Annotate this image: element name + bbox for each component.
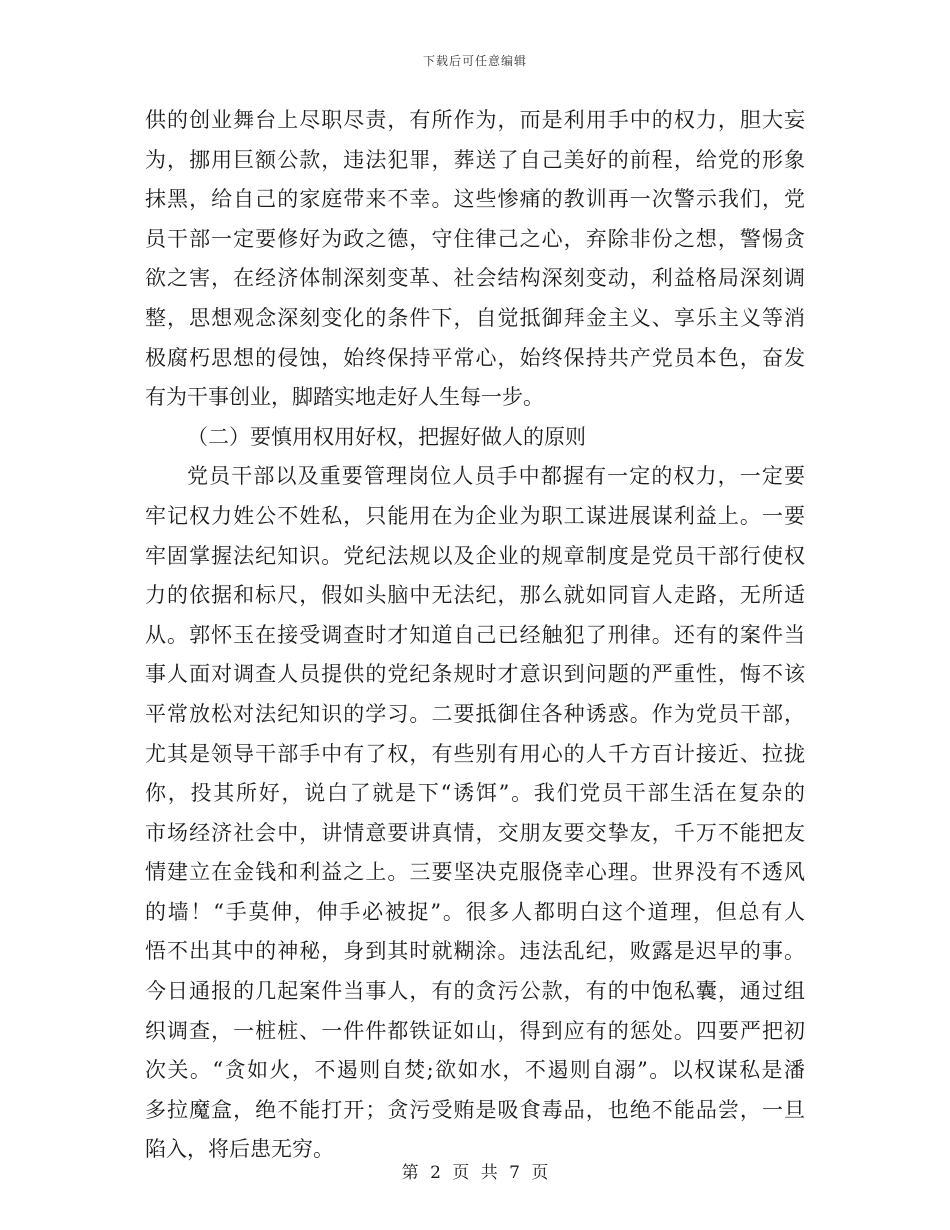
- body-line: 多拉魔盒，绝不能打开；贪污受贿是吸食毒品，也绝不能品尝，一旦: [145, 1097, 805, 1122]
- body-line: 有为干事创业，脚踏实地走好人生每一步。: [145, 385, 544, 410]
- body-line: 力的依据和标尺，假如头脑中无法纪，那么就如同盲人走路，无所适: [145, 583, 805, 608]
- body-line: 悟不出其中的神秘，身到其时就糊涂。违法乱纪，败露是迟早的事。: [145, 939, 805, 964]
- body-line: 市场经济社会中，讲情意要讲真情，交朋友要交挚友，千万不能把友: [145, 820, 805, 845]
- body-line: 平常放松对法纪知识的学习。二要抵御住各种诱惑。作为党员干部，: [145, 701, 805, 726]
- body-line: 情建立在金钱和利益之上。三要坚决克服侥幸心理。世界没有不透风: [145, 860, 805, 885]
- section-heading: （二）要慎用权用好权，把握好做人的原则: [187, 424, 586, 449]
- page-header: 下载后可任意编辑: [422, 54, 527, 68]
- body-line: 次关。“贪如火，不遏则自焚;欲如水，不遏则自溺”。以权谋私是潘: [145, 1058, 805, 1083]
- body-line: 抹黑，给自己的家庭带来不幸。这些惨痛的教训再一次警示我们，党: [145, 187, 805, 212]
- body-line: 你，投其所好，说白了就是下“诱饵”。我们党员干部生活在复杂的: [145, 781, 805, 806]
- body-line: 员干部一定要修好为政之德，守住律己之心，弃除非份之想，警惕贪: [145, 226, 805, 251]
- body-line: 事人面对调查人员提供的党纪条规时才意识到问题的严重性，悔不该: [145, 662, 805, 687]
- body-line: 尤其是领导干部手中有了权，有些别有用心的人千方百计接近、拉拢: [145, 741, 805, 766]
- body-line: 供的创业舞台上尽职尽责，有所作为，而是利用手中的权力，胆大妄: [145, 108, 805, 132]
- body-line: 整，思想观念深刻变化的条件下，自觉抵御拜金主义、享乐主义等消: [145, 305, 805, 330]
- body-line: 牢固掌握法纪知识。党纪法规以及企业的规章制度是党员干部行使权: [145, 543, 805, 568]
- body-line: 的墙！“手莫伸，伸手必被捉”。很多人都明白这个道理，但总有人: [145, 899, 805, 924]
- body-line: 从。郭怀玉在接受调查时才知道自己已经触犯了刑律。还有的案件当: [145, 622, 805, 647]
- body-line: 今日通报的几起案件当事人，有的贪污公款，有的中饱私囊，通过组: [145, 979, 805, 1004]
- body-line: 陷入，将后患无穷。: [145, 1137, 334, 1162]
- body-line: 牢记权力姓公不姓私，只能用在为企业为职工谋进展谋利益上。一要: [145, 503, 805, 528]
- body-line: 织调查，一桩桩、一件件都铁证如山，得到应有的惩处。四要严把初: [145, 1018, 805, 1043]
- document-body: [145, 101, 805, 1170]
- body-line: 极腐朽思想的侵蚀，始终保持平常心，始终保持共产党员本色，奋发: [145, 345, 805, 370]
- body-line: 党员干部以及重要管理岗位人员手中都握有一定的权力，一定要: [187, 464, 805, 489]
- body-line: 为，挪用巨额公款，违法犯罪，葬送了自己美好的前程，给党的形象: [145, 147, 805, 172]
- page-number: 第 2 页 共 7 页: [401, 1163, 549, 1183]
- body-line: 欲之害，在经济体制深刻变革、社会结构深刻变动，利益格局深刻调: [145, 266, 805, 291]
